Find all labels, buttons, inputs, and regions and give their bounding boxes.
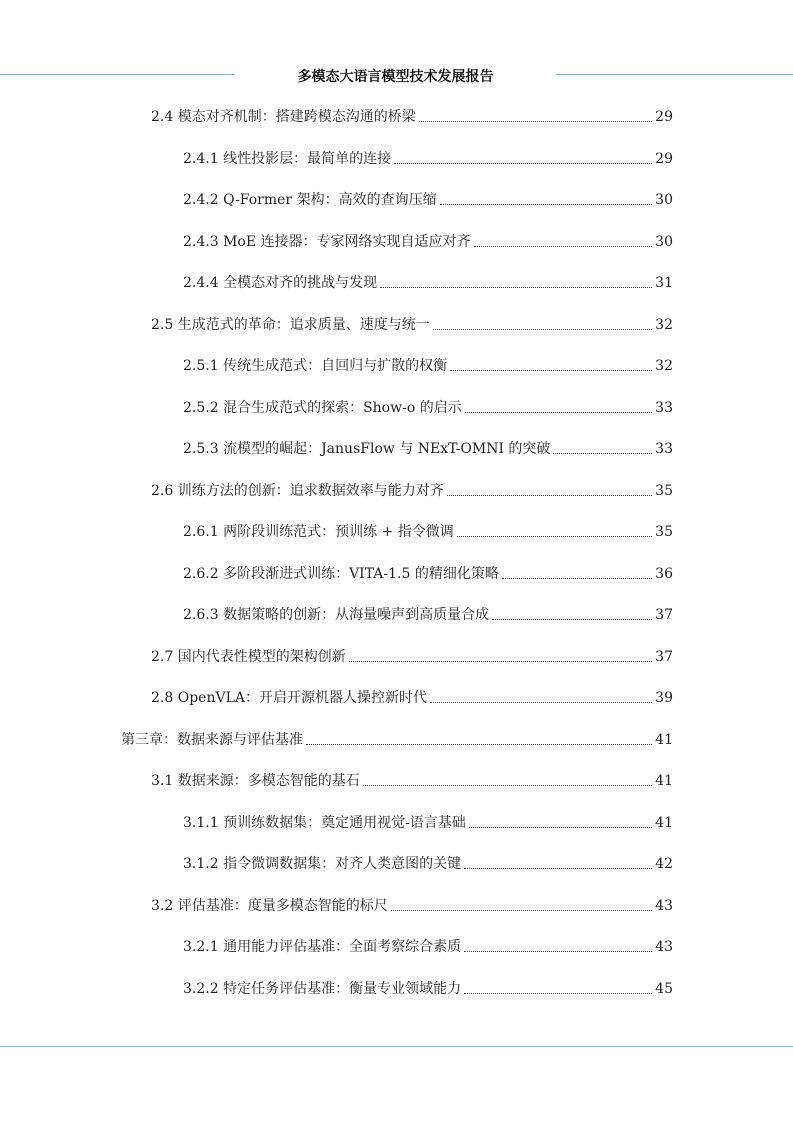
toc-entry-label: 3.1.1 预训练数据集：奠定通用视觉-语言基础 xyxy=(183,814,466,831)
toc-entry-page: 29 xyxy=(655,150,673,167)
toc-entry-page: 32 xyxy=(655,316,673,333)
dot-leader xyxy=(464,950,652,952)
dot-leader xyxy=(464,992,652,994)
toc-entry[interactable] xyxy=(151,687,673,707)
toc-entry-page: 29 xyxy=(655,109,673,125)
toc-entry[interactable] xyxy=(183,148,673,168)
toc-entry[interactable] xyxy=(151,895,673,915)
dot-leader xyxy=(391,909,652,911)
dot-leader xyxy=(349,660,652,662)
toc-entry-label: 2.6 训练方法的创新：追求数据效率与能力对齐 xyxy=(151,482,444,499)
dot-leader xyxy=(450,369,652,371)
dot-leader xyxy=(447,494,652,496)
toc-entry-page: 33 xyxy=(655,399,673,416)
dot-leader xyxy=(380,286,652,288)
toc-entry[interactable] xyxy=(183,563,673,583)
toc-entry-label: 2.4.1 线性投影层：最简单的连接 xyxy=(183,150,392,167)
toc-entry-label: 2.5 生成范式的革命：追求质量、速度与统一 xyxy=(151,316,430,333)
toc-entry-page: 41 xyxy=(655,814,673,831)
dot-leader xyxy=(474,245,653,247)
toc-entry-label: 2.5.3 流模型的崛起：JanusFlow 与 NExT-OMNI 的突破 xyxy=(183,441,551,457)
toc-entry-page: 31 xyxy=(655,275,673,291)
dot-leader xyxy=(363,784,652,786)
toc-entry-label: 2.7 国内代表性模型的架构创新 xyxy=(151,648,346,665)
dot-leader xyxy=(464,867,652,869)
toc-entry[interactable] xyxy=(183,604,673,624)
toc-entry[interactable] xyxy=(183,397,673,417)
toc-entry-page: 41 xyxy=(655,773,673,789)
toc-entry-label: 2.5.2 混合生成范式的探索：Show-o 的启示 xyxy=(183,399,462,416)
toc-entry-label: 2.4.2 Q-Former 架构：高效的查询压缩 xyxy=(183,192,437,208)
toc-entry-page: 43 xyxy=(655,897,673,914)
toc-entry[interactable] xyxy=(183,521,673,541)
dot-leader xyxy=(306,743,652,745)
toc-entry[interactable] xyxy=(183,812,673,832)
toc-entry-page: 30 xyxy=(655,192,673,208)
dot-leader xyxy=(553,452,652,454)
toc-entry-label: 2.4 模态对齐机制：搭建跨模态沟通的桥梁 xyxy=(151,109,416,125)
toc-entry[interactable] xyxy=(183,231,673,251)
toc-entry-page: 33 xyxy=(655,441,673,457)
toc-entry-label: 3.1 数据来源：多模态智能的基石 xyxy=(151,773,360,789)
toc-entry-page: 37 xyxy=(655,648,673,665)
toc-entry-page: 39 xyxy=(655,690,673,706)
toc-entry-label: 3.2 评估基准：度量多模态智能的标尺 xyxy=(151,897,388,914)
toc-entry[interactable] xyxy=(183,189,673,209)
toc-entry[interactable] xyxy=(121,729,673,749)
dot-leader xyxy=(457,535,652,537)
toc-entry-page: 43 xyxy=(655,939,673,955)
toc-entry-label: 第三章：数据来源与评估基准 xyxy=(121,731,303,748)
dot-leader xyxy=(492,618,652,620)
toc-entry-label: 2.4.4 全模态对齐的挑战与发现 xyxy=(183,275,378,291)
toc-entry-page: 35 xyxy=(655,524,673,540)
dot-leader xyxy=(465,411,652,413)
footer-rule xyxy=(0,1046,793,1047)
toc-entry[interactable] xyxy=(183,978,673,998)
toc-entry[interactable] xyxy=(183,438,673,458)
toc-entry-page: 32 xyxy=(655,358,673,374)
dot-leader xyxy=(502,577,652,579)
toc-entry[interactable] xyxy=(183,272,673,292)
toc-entry-label: 2.6.2 多阶段渐进式训练：VITA-1.5 的精细化策略 xyxy=(183,565,499,582)
dot-leader xyxy=(430,701,652,703)
toc-entry[interactable] xyxy=(151,646,673,666)
toc-entry-label: 2.8 OpenVLA：开启开源机器人操控新时代 xyxy=(151,690,427,706)
dot-leader xyxy=(419,120,652,122)
toc-entry[interactable] xyxy=(183,936,673,956)
toc-entry-page: 42 xyxy=(655,856,673,872)
toc-entry[interactable] xyxy=(151,770,673,790)
dot-leader xyxy=(433,328,652,330)
toc-entry-page: 45 xyxy=(655,980,673,997)
toc-entry[interactable] xyxy=(151,106,673,126)
toc-entry-label: 3.2.2 特定任务评估基准：衡量专业领域能力 xyxy=(183,980,462,997)
toc-entry-page: 41 xyxy=(655,731,673,748)
dot-leader xyxy=(469,826,652,828)
toc-entry-page: 37 xyxy=(655,607,673,623)
dot-leader xyxy=(440,203,653,205)
toc-entry-page: 36 xyxy=(655,565,673,582)
toc-entry[interactable] xyxy=(151,314,673,334)
toc-entry[interactable] xyxy=(151,480,673,500)
dot-leader xyxy=(394,162,652,164)
report-title: 多模态大语言模型技术发展报告 xyxy=(297,69,494,85)
toc-entry-page: 35 xyxy=(655,482,673,499)
toc-entry-label: 2.5.1 传统生成范式：自回归与扩散的权衡 xyxy=(183,358,448,374)
toc-entry[interactable] xyxy=(183,355,673,375)
toc-entry-page: 30 xyxy=(655,233,673,250)
toc-entry-label: 3.2.1 通用能力评估基准：全面考察综合素质 xyxy=(183,939,462,955)
toc-entry[interactable] xyxy=(183,853,673,873)
toc-entry-label: 2.6.3 数据策略的创新：从海量噪声到高质量合成 xyxy=(183,607,490,623)
toc-entry-label: 2.4.3 MoE 连接器：专家网络实现自适应对齐 xyxy=(183,233,471,250)
toc-entry-label: 2.6.1 两阶段训练范式：预训练 + 指令微调 xyxy=(183,524,454,540)
toc-entry-label: 3.1.2 指令微调数据集：对齐人类意图的关键 xyxy=(183,856,462,872)
